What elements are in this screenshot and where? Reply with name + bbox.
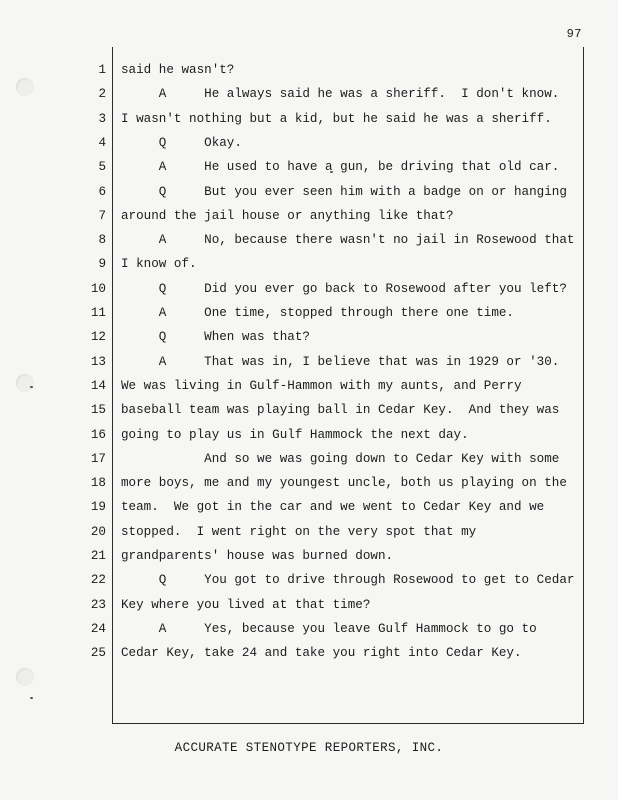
line-number: 6 — [98, 184, 106, 199]
line-text: A That was in, I believe that was in 1929 or '30. — [121, 354, 560, 369]
scan-speck — [30, 697, 33, 699]
line-text: going to play us in Gulf Hammock the next day. — [121, 427, 469, 442]
line-text: We was living in Gulf-Hammon with my aunts, and Perry — [121, 378, 522, 393]
line-text: Q You got to drive through Rosewood to get to Cedar — [121, 573, 575, 588]
punch-hole-middle — [16, 374, 34, 392]
line-number: 1 — [98, 63, 106, 77]
line-text: I know of. — [121, 257, 197, 272]
line-number: 25 — [90, 646, 106, 661]
line-number: 3 — [98, 111, 106, 126]
punch-hole-top — [16, 78, 34, 96]
line-text: team. We got in the car and we went to Cedar Key and we — [121, 500, 545, 515]
line-text: said he wasn't? — [121, 63, 235, 77]
line-text: A Yes, because you leave Gulf Hammock to go to — [121, 621, 537, 636]
line-text: A He always said he was a sheriff. I don't know. — [121, 87, 560, 102]
line-text: Q When was that? — [121, 330, 310, 345]
line-number: 20 — [90, 524, 106, 539]
line-text: Q Okay. — [121, 135, 242, 150]
line-number: 22 — [90, 573, 106, 588]
line-text: I wasn't nothing but a kid, but he said he was a sheriff. — [121, 111, 552, 126]
line-text: stopped. I went right on the very spot that my — [121, 524, 477, 539]
line-text: grandparents' house was burned down. — [121, 549, 394, 563]
scan-speck — [30, 386, 33, 388]
line-text: Key where you lived at that time? — [121, 597, 371, 612]
line-number: 11 — [90, 306, 106, 320]
line-number: 8 — [98, 233, 106, 248]
line-number: 9 — [98, 257, 106, 272]
line-text: A He used to have a gun, be driving that old car. — [121, 160, 560, 175]
line-text: more boys, me and my youngest uncle, both us playing on the — [121, 476, 567, 491]
line-number: 12 — [90, 330, 106, 345]
line-text: Q Did you ever go back to Rosewood after you left? — [121, 281, 567, 296]
line-text: around the jail house or anything like that? — [121, 208, 454, 223]
line-text: A No, because there wasn't no jail in Rosewood that — [121, 233, 575, 248]
line-number: 10 — [90, 281, 106, 296]
line-number: 19 — [90, 500, 106, 515]
punch-hole-bottom — [16, 668, 34, 686]
line-number: 18 — [90, 476, 106, 491]
line-number: 16 — [90, 427, 106, 442]
line-number: 5 — [98, 160, 106, 175]
line-text: baseball team was playing ball in Cedar Key. And they was — [121, 403, 560, 418]
page-number: 97 — [566, 27, 582, 41]
line-number: 24 — [90, 621, 106, 636]
line-number: 17 — [90, 451, 106, 466]
line-number: 7 — [98, 208, 106, 223]
reporter-footer: ACCURATE STENOTYPE REPORTERS, INC. — [174, 741, 444, 755]
line-text: And so we was going down to Cedar Key with some — [121, 451, 560, 466]
line-number: 4 — [98, 135, 106, 150]
line-number: 15 — [90, 403, 106, 418]
line-number: 14 — [90, 378, 106, 393]
line-text: A One time, stopped through there one time. — [121, 306, 514, 320]
line-text: Q But you ever seen him with a badge on or hanging — [121, 184, 567, 199]
line-number: 13 — [90, 354, 106, 369]
line-number: 2 — [98, 87, 106, 102]
line-text: Cedar Key, take 24 and take you right into Cedar Key. — [121, 646, 522, 661]
line-number: 23 — [90, 597, 106, 612]
line-number: 21 — [90, 549, 106, 563]
